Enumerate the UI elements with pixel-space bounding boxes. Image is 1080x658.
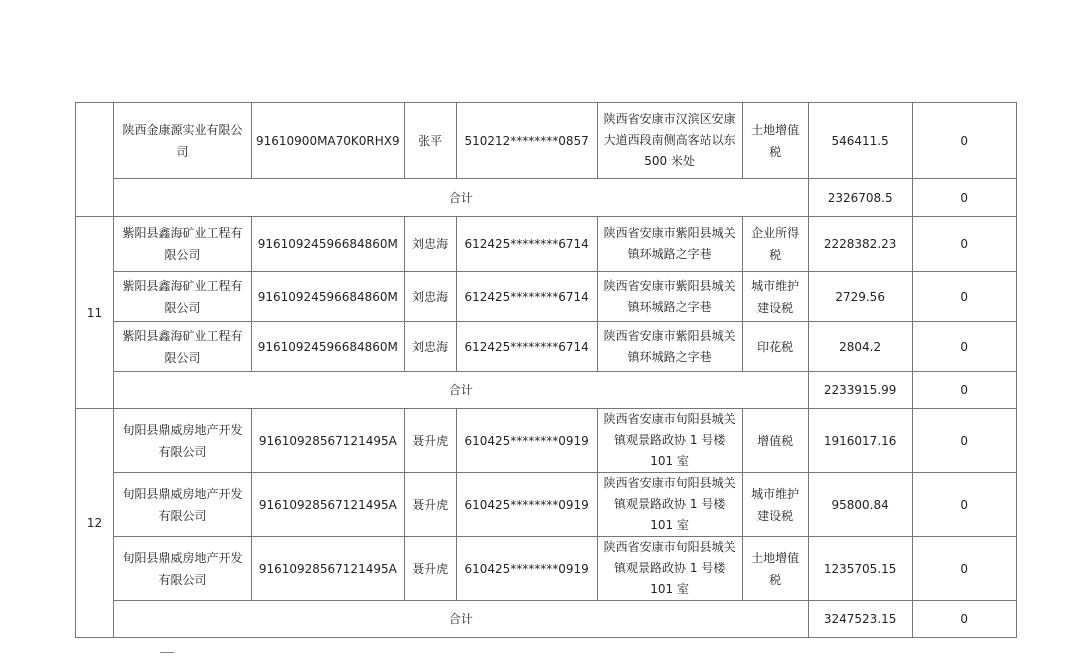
credit-code: 91610928567121495A: [252, 473, 405, 537]
address: 陕西省安康市紫阳县城关镇环城路之字巷: [597, 217, 742, 272]
legal-person: 刘忠海: [404, 272, 456, 322]
total-row: [76, 179, 1017, 217]
other-amount: 0: [912, 322, 1016, 372]
total-amount: 2233915.99: [808, 372, 912, 409]
credit-code: 91610924596684860M: [252, 272, 405, 322]
table-row: [76, 272, 1017, 322]
total-row: [76, 372, 1017, 409]
id-number: 612425********6714: [456, 322, 597, 372]
address: 陕西省安康市紫阳县城关镇环城路之字巷: [597, 322, 742, 372]
arrears-amount: 546411.5: [808, 103, 912, 179]
tax-type: 企业所得税: [742, 217, 808, 272]
company-name: 紫阳县鑫海矿业工程有限公司: [114, 217, 252, 272]
row-number: 11: [76, 217, 114, 409]
legal-person: 张平: [404, 103, 456, 179]
other-amount: 0: [912, 537, 1016, 601]
id-number: 610425********0919: [456, 409, 597, 473]
other-amount: 0: [912, 473, 1016, 537]
tax-type: 增值税: [742, 409, 808, 473]
arrears-amount: 1235705.15: [808, 537, 912, 601]
total-other: 0: [912, 372, 1016, 409]
credit-code: 91610924596684860M: [252, 217, 405, 272]
tax-arrears-table: [75, 102, 1017, 638]
credit-code: 91610928567121495A: [252, 537, 405, 601]
other-amount: 0: [912, 103, 1016, 179]
tax-type: 印花税: [742, 322, 808, 372]
credit-code: 91610928567121495A: [252, 409, 405, 473]
id-number: 612425********6714: [456, 217, 597, 272]
legal-person: 聂升虎: [404, 537, 456, 601]
company-name: 旬阳县鼎威房地产开发有限公司: [114, 409, 252, 473]
company-name: 旬阳县鼎威房地产开发有限公司: [114, 537, 252, 601]
total-label: 合计: [114, 601, 809, 638]
row-number: 12: [76, 409, 114, 638]
legal-person: 聂升虎: [404, 409, 456, 473]
table-row: [76, 322, 1017, 372]
total-other: 0: [912, 179, 1016, 217]
other-amount: 0: [912, 272, 1016, 322]
arrears-amount: 95800.84: [808, 473, 912, 537]
id-number: 510212********0857: [456, 103, 597, 179]
tax-type: 土地增值税: [742, 537, 808, 601]
table-row: [76, 103, 1017, 179]
legal-person: 聂升虎: [404, 473, 456, 537]
address: 陕西省安康市汉滨区安康大道西段南侧高客站以东500 米处: [597, 103, 742, 179]
arrears-amount: 2228382.23: [808, 217, 912, 272]
tax-type: 城市维护建设税: [742, 272, 808, 322]
table-row: [76, 537, 1017, 601]
address: 陕西省安康市紫阳县城关镇环城路之字巷: [597, 272, 742, 322]
tax-type: 城市维护建设税: [742, 473, 808, 537]
id-number: 610425********0919: [456, 537, 597, 601]
row-number: [76, 103, 114, 217]
company-name: 紫阳县鑫海矿业工程有限公司: [114, 322, 252, 372]
total-amount: 2326708.5: [808, 179, 912, 217]
other-amount: 0: [912, 409, 1016, 473]
arrears-amount: 2729.56: [808, 272, 912, 322]
credit-code: 91610924596684860M: [252, 322, 405, 372]
legal-person: 刘忠海: [404, 322, 456, 372]
credit-code: 91610900MA70K0RHX9: [252, 103, 405, 179]
total-row: [76, 601, 1017, 638]
address: 陕西省安康市旬阳县城关镇观景路政协 1 号楼 101 室: [597, 537, 742, 601]
table-row: [76, 409, 1017, 473]
address: 陕西省安康市旬阳县城关镇观景路政协 1 号楼 101 室: [597, 473, 742, 537]
total-label: 合计: [114, 372, 809, 409]
total-label: 合计: [114, 179, 809, 217]
company-name: 紫阳县鑫海矿业工程有限公司: [114, 272, 252, 322]
tax-type: 土地增值税: [742, 103, 808, 179]
arrears-amount: 1916017.16: [808, 409, 912, 473]
other-amount: 0: [912, 217, 1016, 272]
arrears-amount: 2804.2: [808, 322, 912, 372]
page-footer-rule: [160, 652, 174, 656]
total-other: 0: [912, 601, 1016, 638]
company-name: 旬阳县鼎威房地产开发有限公司: [114, 473, 252, 537]
address: 陕西省安康市旬阳县城关镇观景路政协 1 号楼 101 室: [597, 409, 742, 473]
legal-person: 刘忠海: [404, 217, 456, 272]
total-amount: 3247523.15: [808, 601, 912, 638]
id-number: 612425********6714: [456, 272, 597, 322]
table-row: [76, 217, 1017, 272]
id-number: 610425********0919: [456, 473, 597, 537]
table-row: [76, 473, 1017, 537]
company-name: 陕西金康源实业有限公司: [114, 103, 252, 179]
